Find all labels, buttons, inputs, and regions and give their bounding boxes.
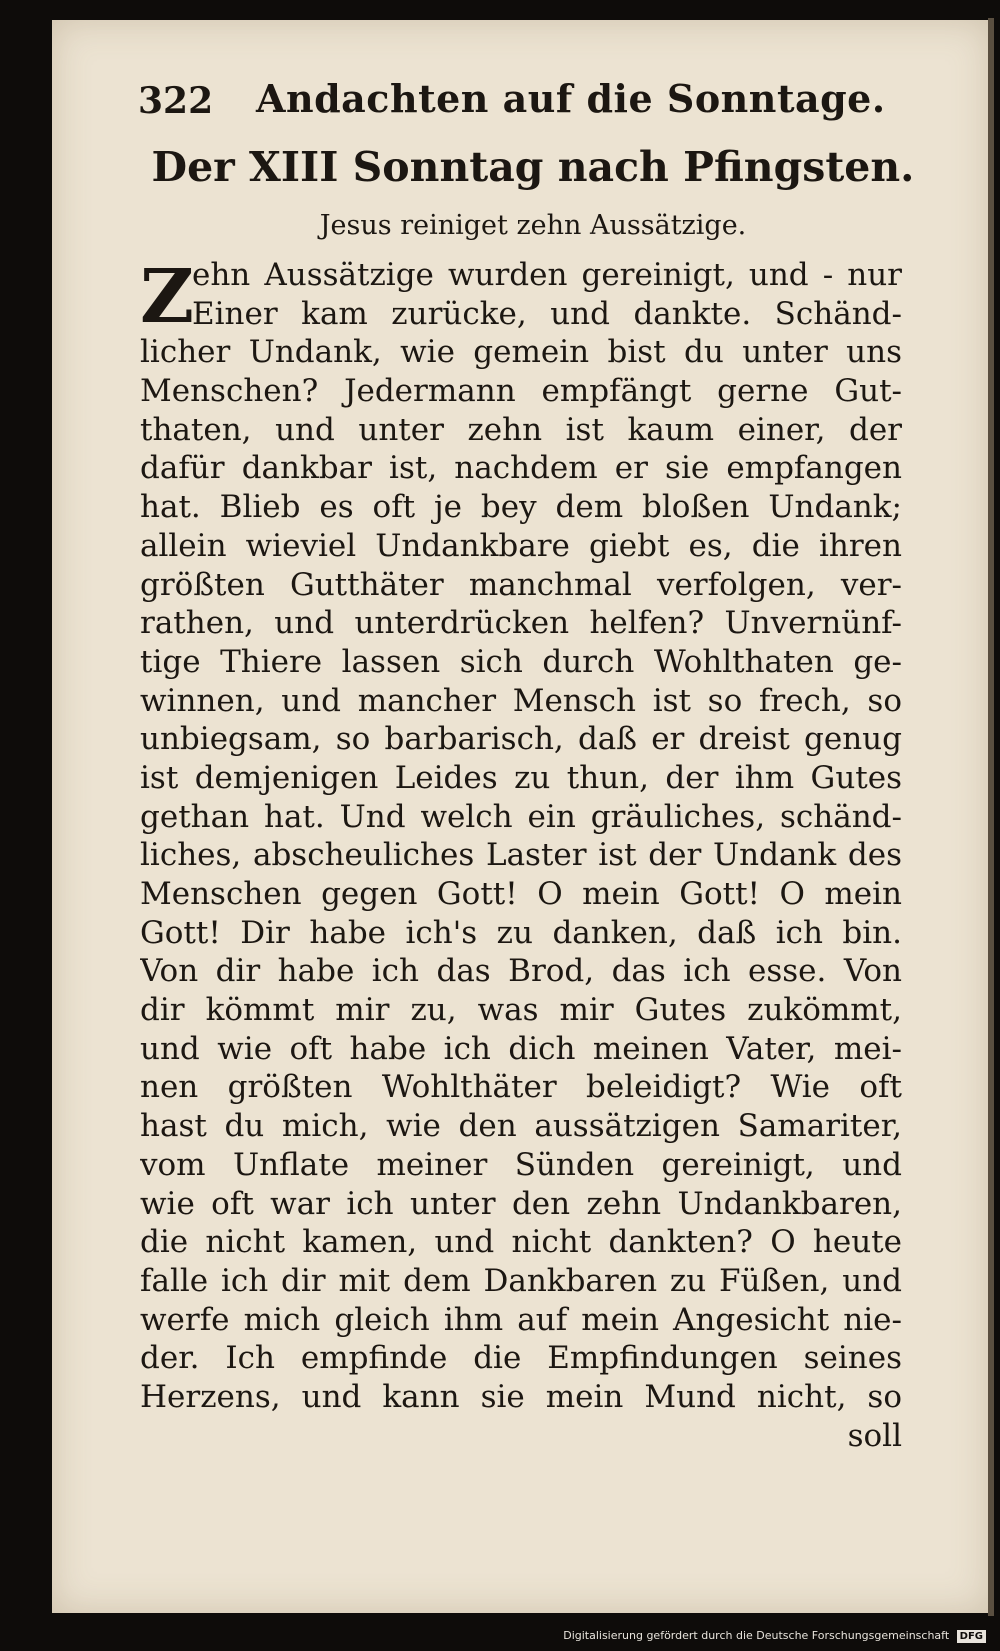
text-line: größten Gutthäter manchmal verfolgen, ver- — [140, 566, 902, 603]
text-line: winnen, und mancher Mensch ist so frech, so — [140, 682, 902, 719]
digitization-credit — [563, 1629, 986, 1643]
credit-text: Digitalisierung gefördert durch die Deutsche Forschungsgemeinschaft — [563, 1629, 950, 1642]
page-number: 322 — [138, 80, 214, 122]
text-line: Menschen gegen Gott! O mein Gott! O mein — [140, 876, 902, 912]
page-header — [138, 76, 938, 132]
text-line: werfe mich gleich ihm auf mein Angesicht nie- — [140, 1301, 902, 1338]
text-line: hat. Blieb es oft je bey dem bloßen Undank; — [140, 489, 902, 526]
text-line: liches, abscheuliches Laster ist der Undank des — [140, 837, 902, 874]
text-line: nen größten Wohlthäter beleidigt? Wie oft — [140, 1069, 902, 1106]
body-text — [140, 256, 902, 1455]
text-line: allein wieviel Undankbare giebt es, die ihren — [140, 527, 902, 564]
text-line: hast du mich, wie den aussätzigen Samariter, — [140, 1108, 902, 1145]
text-line: unbiegsam, so barbarisch, daß er dreist genug — [140, 721, 902, 758]
text-line: ist demjenigen Leides zu thun, der ihm Gutes — [140, 759, 902, 796]
text-line: Einer kam zurücke, und dankte. Schänd- — [192, 295, 902, 332]
text-line: Herzens, und kann sie mein Mund nicht, so — [140, 1378, 902, 1415]
text-line: dafür dankbar ist, nachdem er sie empfangen — [140, 450, 902, 487]
chapter-subtitle: Jesus reiniget zehn Aussätzige. — [319, 210, 747, 241]
text-line: dir kömmt mir zu, was mir Gutes zukömmt, — [140, 992, 902, 1029]
text-line: thaten, und unter zehn ist kaum einer, der — [140, 411, 902, 448]
text-line: Von dir habe ich das Brod, das ich esse. Von — [140, 953, 902, 990]
page-edge — [988, 18, 994, 1616]
text-line: wie oft war ich unter den zehn Undankbaren, — [140, 1185, 902, 1222]
text-line: vom Unflate meiner Sünden gereinigt, und — [140, 1146, 902, 1183]
text-line: der. Ich empfinde die Empfindungen seines — [140, 1340, 902, 1377]
text-line: licher Undank, wie gemein bist du unter uns — [140, 334, 902, 371]
drop-cap: Z — [140, 254, 195, 340]
running-head: Andachten auf die Sonntage. — [256, 76, 886, 121]
catchword: soll — [847, 1417, 902, 1454]
text-line: falle ich dir mit dem Dankbaren zu Füßen, und — [140, 1262, 902, 1299]
dfg-logo: DFG — [957, 1630, 986, 1643]
text-line: tige Thiere lassen sich durch Wohlthaten ge- — [140, 643, 902, 680]
text-line: rathen, und unterdrücken helfen? Unvernünf- — [140, 605, 902, 642]
text-line: ehn Aussätzige wurden gereinigt, und - nur — [192, 257, 902, 293]
text-line: und wie oft habe ich dich meinen Vater, mei- — [140, 1030, 902, 1067]
text-line: die nicht kamen, und nicht dankten? O heute — [140, 1224, 902, 1261]
text-line: Gott! Dir habe ich's zu danken, daß ich bin. — [140, 914, 902, 951]
text-line: gethan hat. Und welch ein gräuliches, schänd- — [140, 798, 902, 835]
chapter-title: Der XIII Sonntag nach Pfingsten. — [151, 143, 915, 191]
text-line: Menschen? Jedermann empfängt gerne Gut- — [140, 373, 902, 410]
